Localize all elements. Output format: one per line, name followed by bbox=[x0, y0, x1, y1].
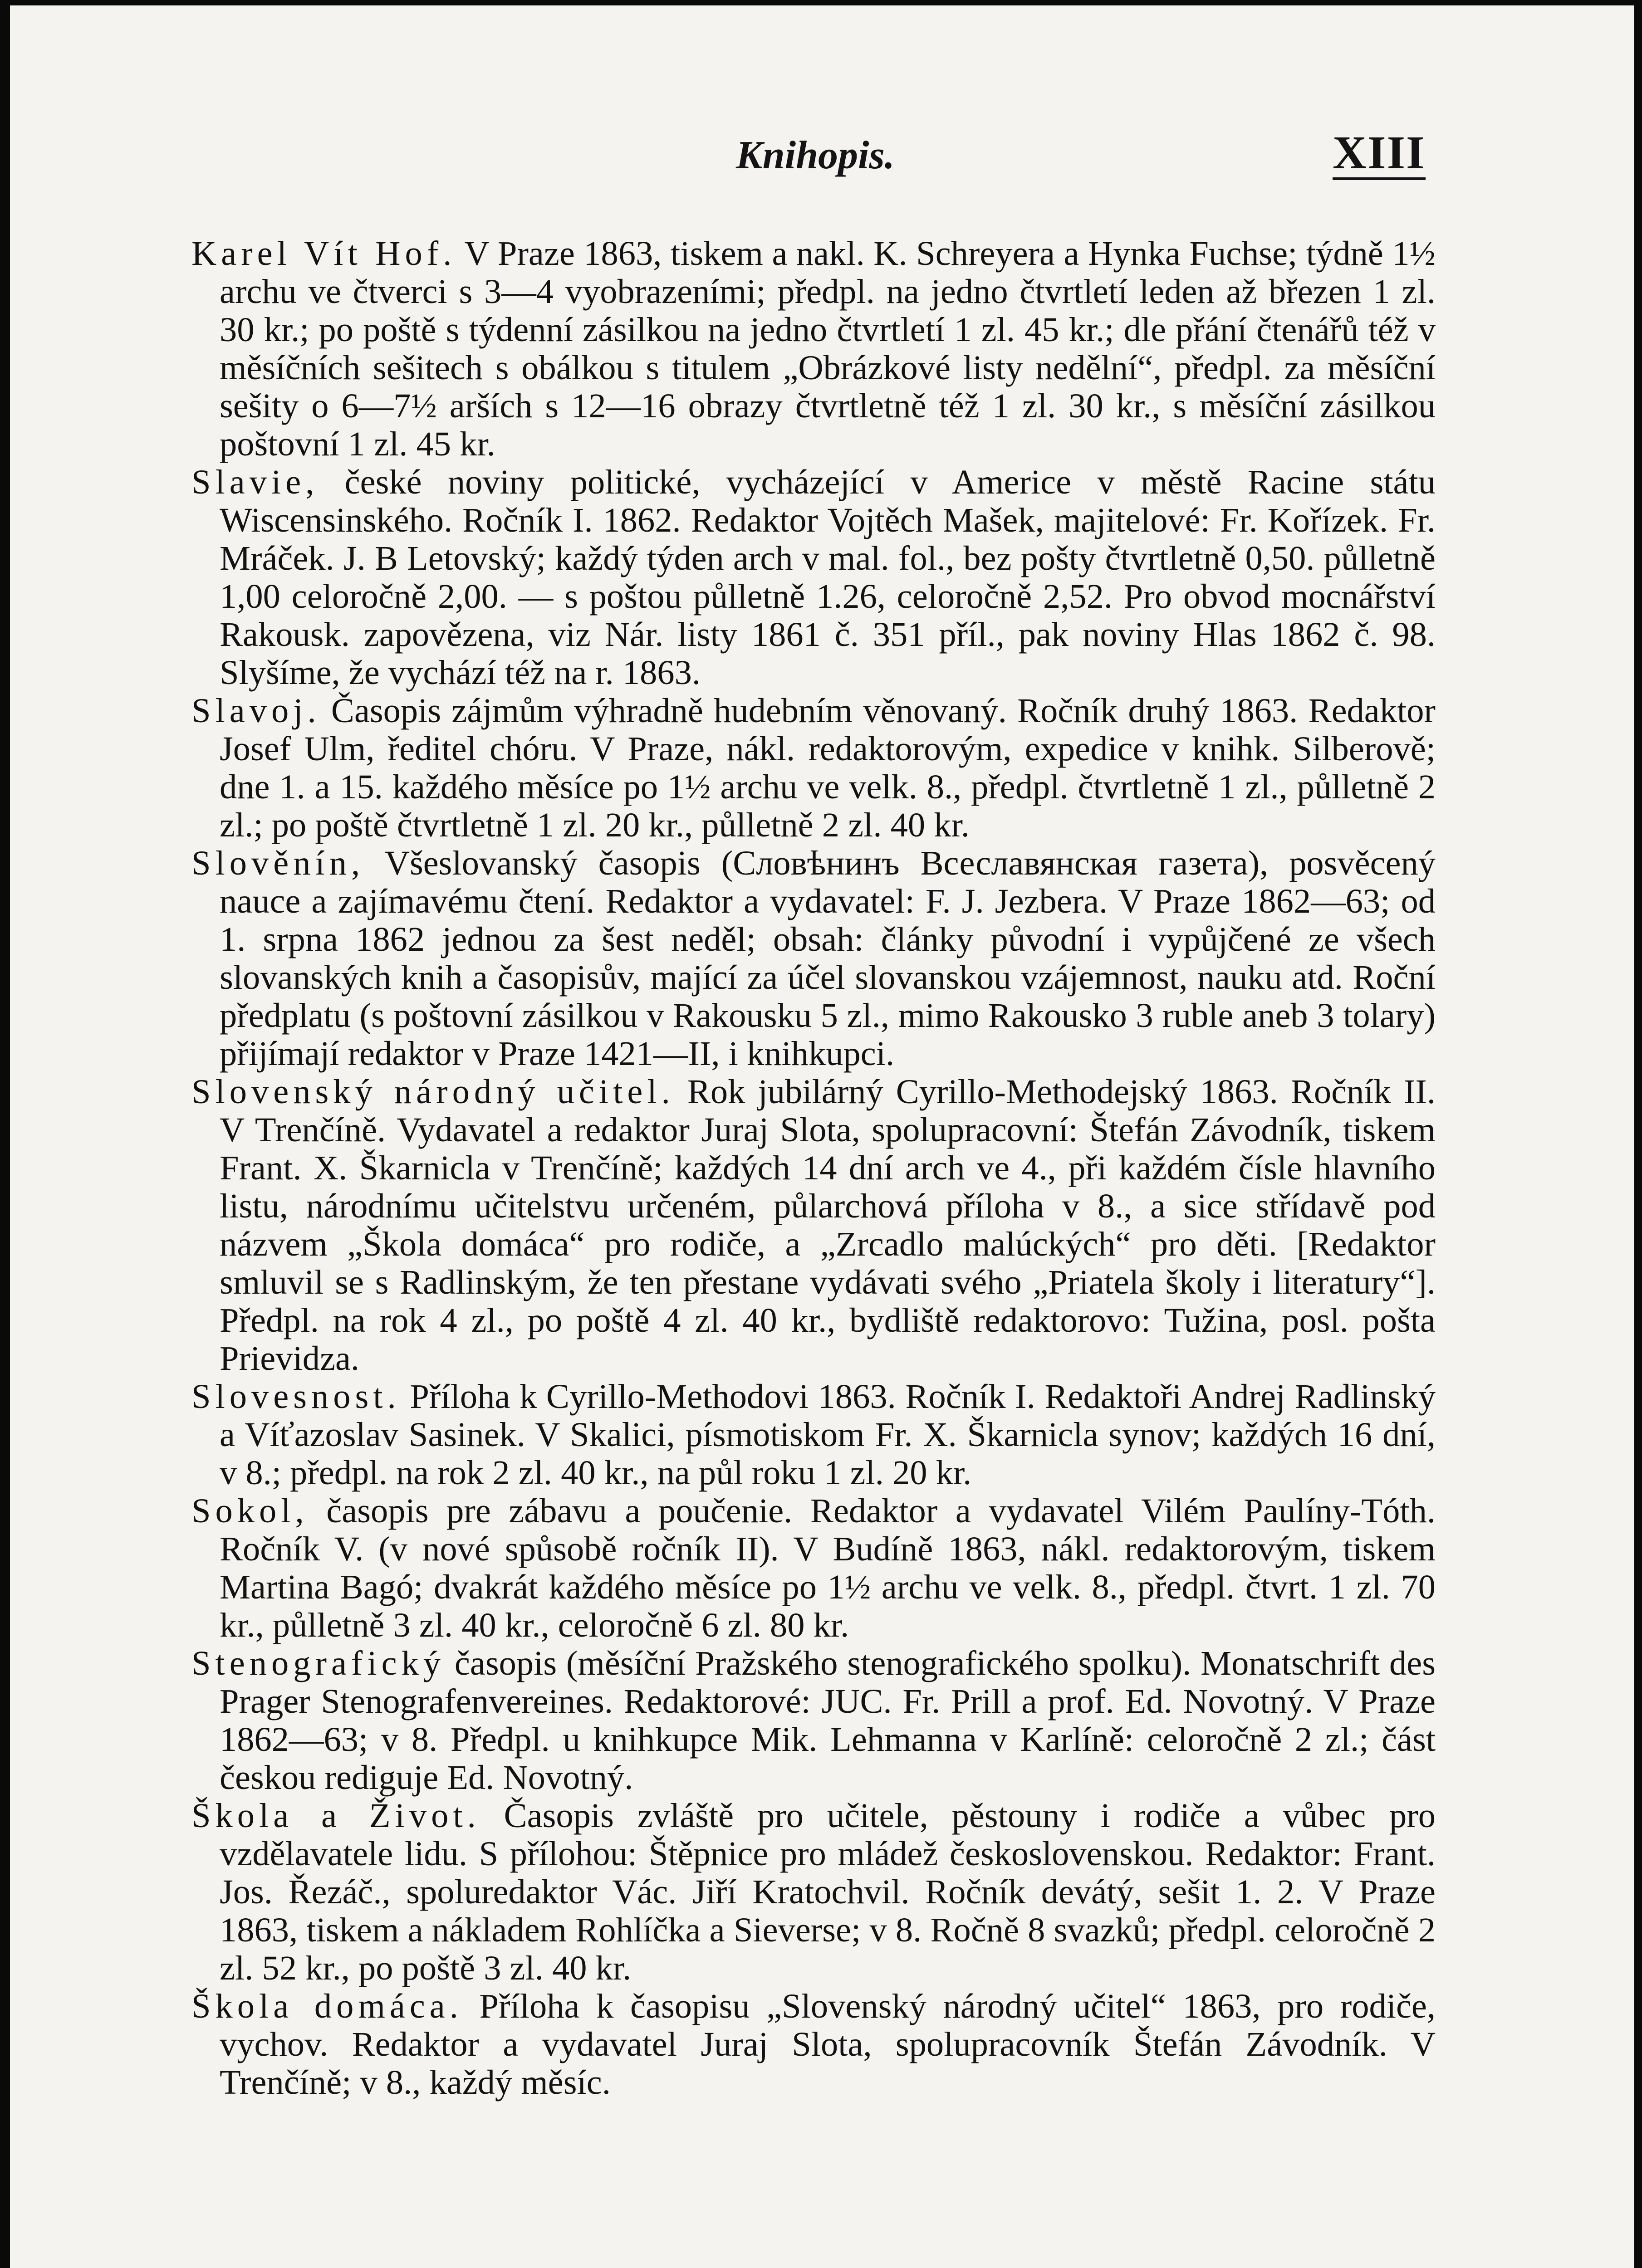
entry-body: časopis pre zábavu a poučenie. Redaktor a vydavatel Vilém Paulíny-Tóth. Ročník V. (v nové spůsobě ročník II). V Budíně 1863, nákl. redaktorovým, tiskem Martina Bagó; dvakrát každého měsíce po 1½ archu ve velk. 8., předpl. čtvrt. 1 zl. 70 kr., půlletně 3 zl. 40 kr., celoročně 6 zl. 80 kr. bbox=[220, 1491, 1436, 1644]
entry-title: Sokol, bbox=[191, 1491, 309, 1530]
entry-title: Slovenský národný učitel. bbox=[191, 1072, 675, 1111]
entry-title: Škola domáca. bbox=[191, 1987, 463, 2025]
entry-slovesnost bbox=[191, 1378, 1436, 1492]
page-header bbox=[10, 128, 1634, 187]
entry-karel-vit-hof bbox=[191, 235, 1436, 463]
entry-body: Rok jubilárný Cyrillo-Methodejský 1863. Ročník II. V Trenčíně. Vydavatel a redaktor Juraj Slota, spolupracovní: Štefán Závodník, tiskem Frant. X. Škarnicla v Trenčíně; každých 14 dní arch ve 4., při každém čísle hlavního listu, národnímu učitelstvu určeném, půlarchová příloha v 8., a sice střídavě pod názvem „Škola domáca“ pro rodiče, a „Zrcadlo malúckých“ pro děti. [Redaktor smluvil se s Radlinským, že ten přestane vydávati svého „Priatela školy i literatury“]. Předpl. na rok 4 zl., po poště 4 zl. 40 kr., bydliště redaktorovo: Tužina, posl. pošta Prievidza. bbox=[220, 1072, 1436, 1378]
entry-body: Příloha k Cyrillo-Methodovi 1863. Ročník I. Redaktoři Andrej Radlinský a Víťazoslav Sasinek. V Skalici, písmotiskom Fr. X. Škarnicla synov; každých 16 dní, v 8.; předpl. na rok 2 zl. 40 kr., na půl roku 1 zl. 20 kr. bbox=[220, 1377, 1436, 1492]
entry-skola-a-zivot bbox=[191, 1797, 1436, 1987]
entry-title: Slověnín, bbox=[191, 844, 365, 882]
entry-sokol bbox=[191, 1492, 1436, 1644]
entry-stenograficky bbox=[191, 1644, 1436, 1797]
entry-slovensky-narodny-ucitel bbox=[191, 1073, 1436, 1378]
entry-skola-domaca bbox=[191, 1987, 1436, 2102]
entry-body: české noviny politické, vycházející v Americe v městě Racine státu Wiscensinského. Ročník I. 1862. Redaktor Vojtěch Mašek, majitelové: Fr. Kořízek. Fr. Mráček. J. B Letovský; každý týden arch v mal. fol., bez pošty čtvrtletně 0,50. půlletně 1,00 celoročně 2,00. — s poštou půlletně 1.26, celoročně 2,52. Pro obvod mocnářství Rakousk. zapovězena, viz Nár. listy 1861 č. 351 příl., pak noviny Hlas 1862 č. 98. Slyšíme, že vychází též na r. 1863. bbox=[220, 463, 1436, 692]
entry-body: V Praze 1863, tiskem a nakl. K. Schreyera a Hynka Fuchse; týdně 1½ archu ve čtverci s 3—4 vyobrazeními; předpl. na jedno čtvrtletí leden až březen 1 zl. 30 kr.; po poště s týdenní zásilkou na jedno čtvrtletí 1 zl. 45 kr.; dle přání čtenářů též v měsíčních sešitech s obálkou s titulem „Obrázkové listy nedělní“, předpl. za měsíční sešity o 6—7½ arších s 12—16 obrazy čtvrtletně též 1 zl. 30 kr., s měsíční zásilkou poštovní 1 zl. 45 kr. bbox=[220, 234, 1436, 463]
entry-title: Karel Vít Hof. bbox=[191, 234, 456, 273]
entry-title: Slavoj. bbox=[191, 691, 321, 730]
book-page bbox=[10, 5, 1634, 2268]
bibliography-entries bbox=[191, 235, 1436, 2102]
entry-body: Časopis zájmům výhradně hudebním věnovaný. Ročník druhý 1863. Redaktor Josef Ulm, ředitel chóru. V Praze, nákl. redaktorovým, expedice v knihk. Silberově; dne 1. a 15. každého měsíce po 1½ archu ve velk. 8., předpl. čtvrtletně 1 zl., půlletně 2 zl.; po poště čtvrtletně 1 zl. 20 kr., půlletně 2 zl. 40 kr. bbox=[220, 691, 1436, 844]
page-number: XIII bbox=[1333, 128, 1426, 180]
entry-title: Slovesnost. bbox=[191, 1377, 401, 1416]
running-title: Knihopis. bbox=[736, 133, 895, 177]
entry-title: Škola a Život. bbox=[191, 1796, 480, 1835]
entry-body: časopis (měsíční Pražského stenografického spolku). Monatschrift des Prager Stenografenvereines. Redaktorové: JUC. Fr. Prill a prof. Ed. Novotný. V Praze 1862—63; v 8. Předpl. u knihkupce Mik. Lehmanna v Karlíně: celoročně 2 zl.; část českou rediguje Ed. Novotný. bbox=[220, 1644, 1436, 1797]
entry-sloven bbox=[191, 844, 1436, 1073]
entry-body: Příloha k časopisu „Slovenský národný učitel“ 1863, pro rodiče, vychov. Redaktor a vydavatel Juraj Slota, spolupracovník Štefán Závodník. V Trenčíně; v 8., každý měsíc. bbox=[220, 1987, 1436, 2102]
entry-slavoj bbox=[191, 692, 1436, 844]
entry-slavie bbox=[191, 463, 1436, 692]
entry-title: Stenografický bbox=[191, 1644, 446, 1682]
entry-body: Všeslovanský časopis (Словѣнинъ Всеславянская газета), posvěcený nauce a zajímavému čtení. Redaktor a vydavatel: F. J. Jezbera. V Praze 1862—63; od 1. srpna 1862 jednou za šest neděl; obsah: články původní i vypůjčené ze všech slovanských knih a časopisův, mající za účel slovanskou vzájemnost, nauku atd. Roční předplatu (s poštovní zásilkou v Rakousku 5 zl., mimo Rakousko 3 ruble aneb 3 tolary) přijímají redaktor v Praze 1421—II, i knihkupci. bbox=[220, 844, 1436, 1073]
entry-body: Časopis zvláště pro učitele, pěstouny i rodiče a vůbec pro vzdělavatele lidu. S přílohou: Štěpnice pro mládež československou. Redaktor: Frant. Jos. Řezáč., spoluredaktor Vác. Jiří Kratochvil. Ročník devátý, sešit 1. 2. V Praze 1863, tiskem a nákladem Rohlíčka a Sieverse; v 8. Ročně 8 svazků; předpl. celoročně 2 zl. 52 kr., po poště 3 zl. 40 kr. bbox=[220, 1796, 1436, 1987]
entry-title: Slavie, bbox=[191, 463, 319, 501]
